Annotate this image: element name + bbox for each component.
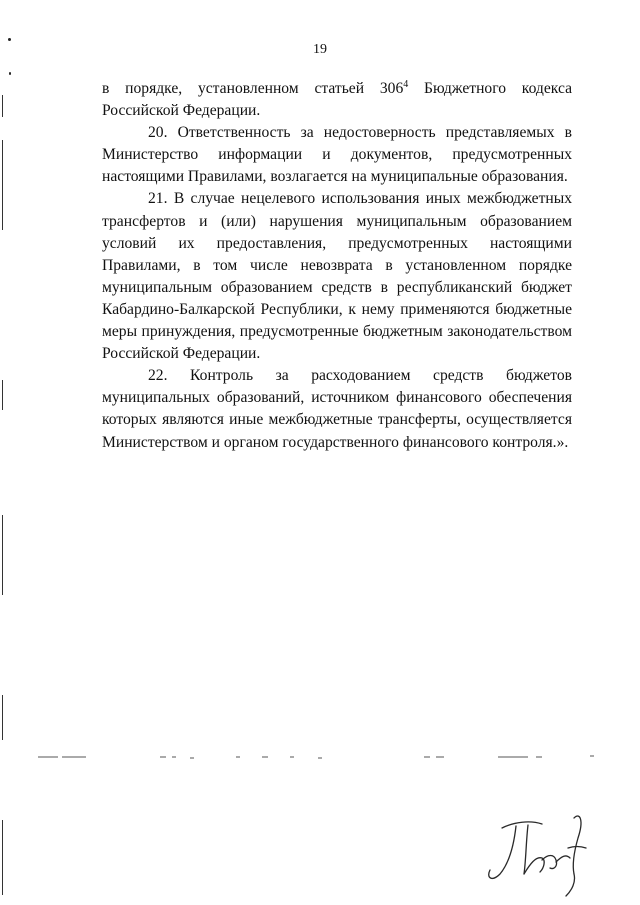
scan-dot-small (9, 72, 11, 75)
scan-dashed-line (0, 752, 640, 762)
left-edge-line-2 (2, 140, 3, 230)
page-number: 19 (313, 42, 327, 57)
document-body (102, 78, 572, 454)
left-edge-line-6 (2, 820, 3, 895)
paragraph-item-21: 21. В случае нецелевого использования иных межбюджетных трансфертов и (или) нарушения муниципальным образованием условий их предоставления, предусмотренных настоящими Правилами, в том числе невозврата в установленном порядке муниципальным образованием средств в республиканский бюджет Кабардино-Балкарской Республики, к нему применяются бюджетные меры принуждения, предусмотренные бюджетным законодательством Российской Федерации. (102, 190, 572, 363)
article-superscript: 4 (403, 78, 409, 90)
left-edge-line-4 (2, 515, 3, 595)
left-edge-line-3 (2, 380, 3, 410)
left-edge-line-1 (2, 95, 3, 117)
scan-dot-top (8, 38, 11, 41)
left-edge-line-5 (2, 695, 3, 740)
handwritten-signature-icon (482, 808, 594, 900)
paragraph-continuation (102, 78, 572, 122)
paragraph-item-22: 22. Контроль за расходованием средств бюджетов муниципальных образований, источником финансового обеспечения которых являются иные межбюджетные трансферты, осуществляется Министерством и органом государственного финансового контроля.». (102, 367, 572, 451)
paragraph-continuation-tail: Бюджетного кодекса Российской Федерации. (102, 80, 572, 120)
paragraph-item-20: 20. Ответственность за недостоверность представляемых в Министерство информации и документов, предусмотренных настоящими Правилами, возлагается на муниципальные образования. (102, 124, 572, 186)
paragraph-continuation-text: в порядке, установленном статьей 306 (102, 80, 404, 97)
